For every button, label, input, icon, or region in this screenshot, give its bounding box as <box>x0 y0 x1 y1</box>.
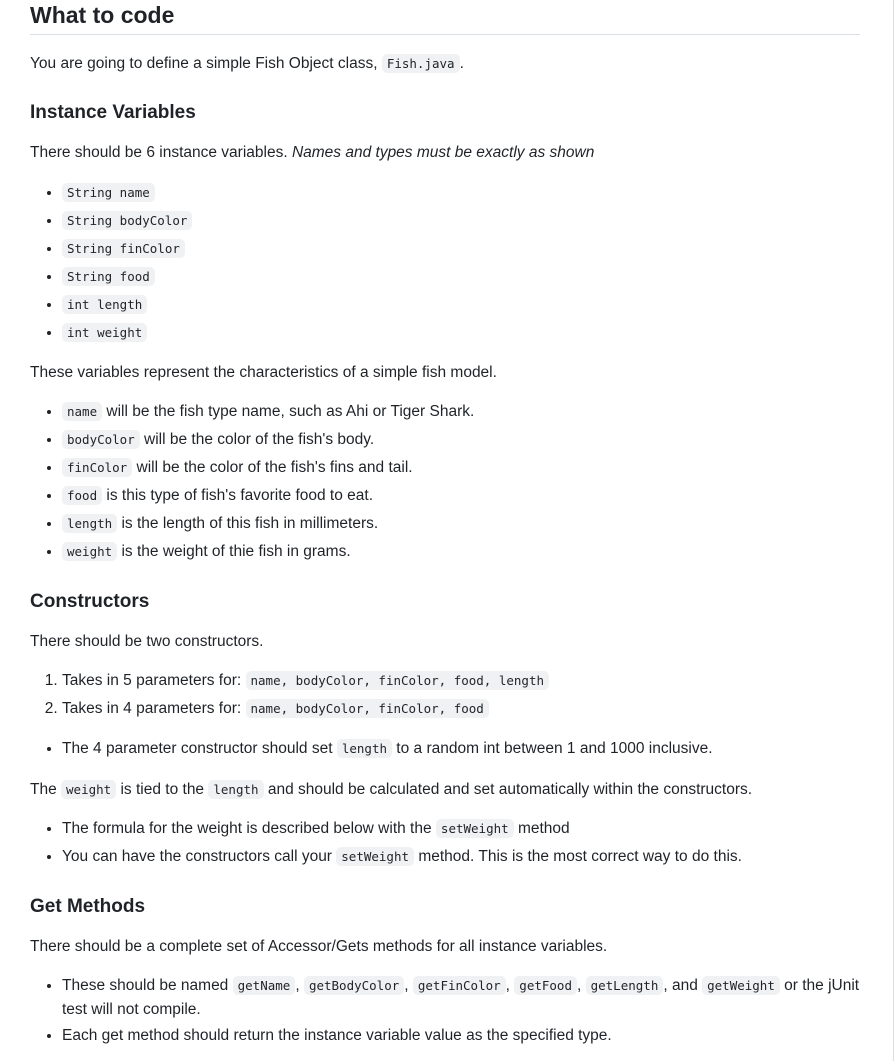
weight-note-list <box>30 815 860 871</box>
variable-explanation-list <box>30 398 860 566</box>
section-heading-instance-variables: Instance Variables <box>30 102 196 123</box>
list-item: • weight is the weight of thie fish in grams. <box>62 538 860 566</box>
list-item: • String bodyColor <box>62 207 860 235</box>
list-item: • Each get method should return the instance variable value as the specified type. <box>62 1022 860 1050</box>
constructor-note-list <box>30 735 860 763</box>
list-item: 1. Takes in 5 parameters for: name, bodyColor, finColor, food, length <box>62 667 860 695</box>
list-item: • String name <box>62 179 860 207</box>
get-methods-intro: There should be a complete set of Accessor/Gets methods for all instance variables. <box>30 938 608 955</box>
list-item: • int weight <box>62 319 860 347</box>
list-item: • The 4 parameter constructor should set length to a random int between 1 and 1000 inclusive. <box>62 735 860 763</box>
list-item: • int length <box>62 291 860 319</box>
section-heading-constructors: Constructors <box>30 591 150 612</box>
weight-paragraph: The weight is tied to the length and should be calculated and set automatically within the constructors. <box>30 781 753 798</box>
instance-variable-list <box>30 179 860 347</box>
section-heading-get-methods: Get Methods <box>30 896 146 917</box>
list-item: 2. Takes in 4 parameters for: name, bodyColor, finColor, food <box>62 695 860 723</box>
get-methods-list <box>30 972 860 1050</box>
constructors-intro: There should be two constructors. <box>30 633 264 650</box>
list-item: • food is this type of fish's favorite food to eat. <box>62 482 860 510</box>
instance-intro: There should be 6 instance variables. Names and types must be exactly as shown <box>30 144 595 161</box>
inline-code: Fish.java <box>382 54 460 73</box>
constructor-list <box>30 667 860 723</box>
list-item: • These should be named getName , getBodyColor , getFinColor , getFood , getLength , and getWeight or the jUnit test will not compile. <box>62 972 860 1022</box>
list-item: • You can have the constructors call your setWeight method. This is the most correct way to do this. <box>62 843 860 871</box>
list-item: • bodyColor will be the color of the fish's body. <box>62 426 860 454</box>
list-item: • String food <box>62 263 860 291</box>
list-item: • The formula for the weight is described below with the setWeight method <box>62 815 860 843</box>
page-title: What to code <box>30 0 860 35</box>
list-item: • finColor will be the color of the fish's fins and tail. <box>62 454 860 482</box>
list-item: • length is the length of this fish in millimeters. <box>62 510 860 538</box>
instance-description: These variables represent the characteristics of a simple fish model. <box>30 364 497 381</box>
intro-paragraph: You are going to define a simple Fish Object class, Fish.java . <box>30 55 464 72</box>
list-item: • String finColor <box>62 235 860 263</box>
list-item: • name will be the fish type name, such as Ahi or Tiger Shark. <box>62 398 860 426</box>
